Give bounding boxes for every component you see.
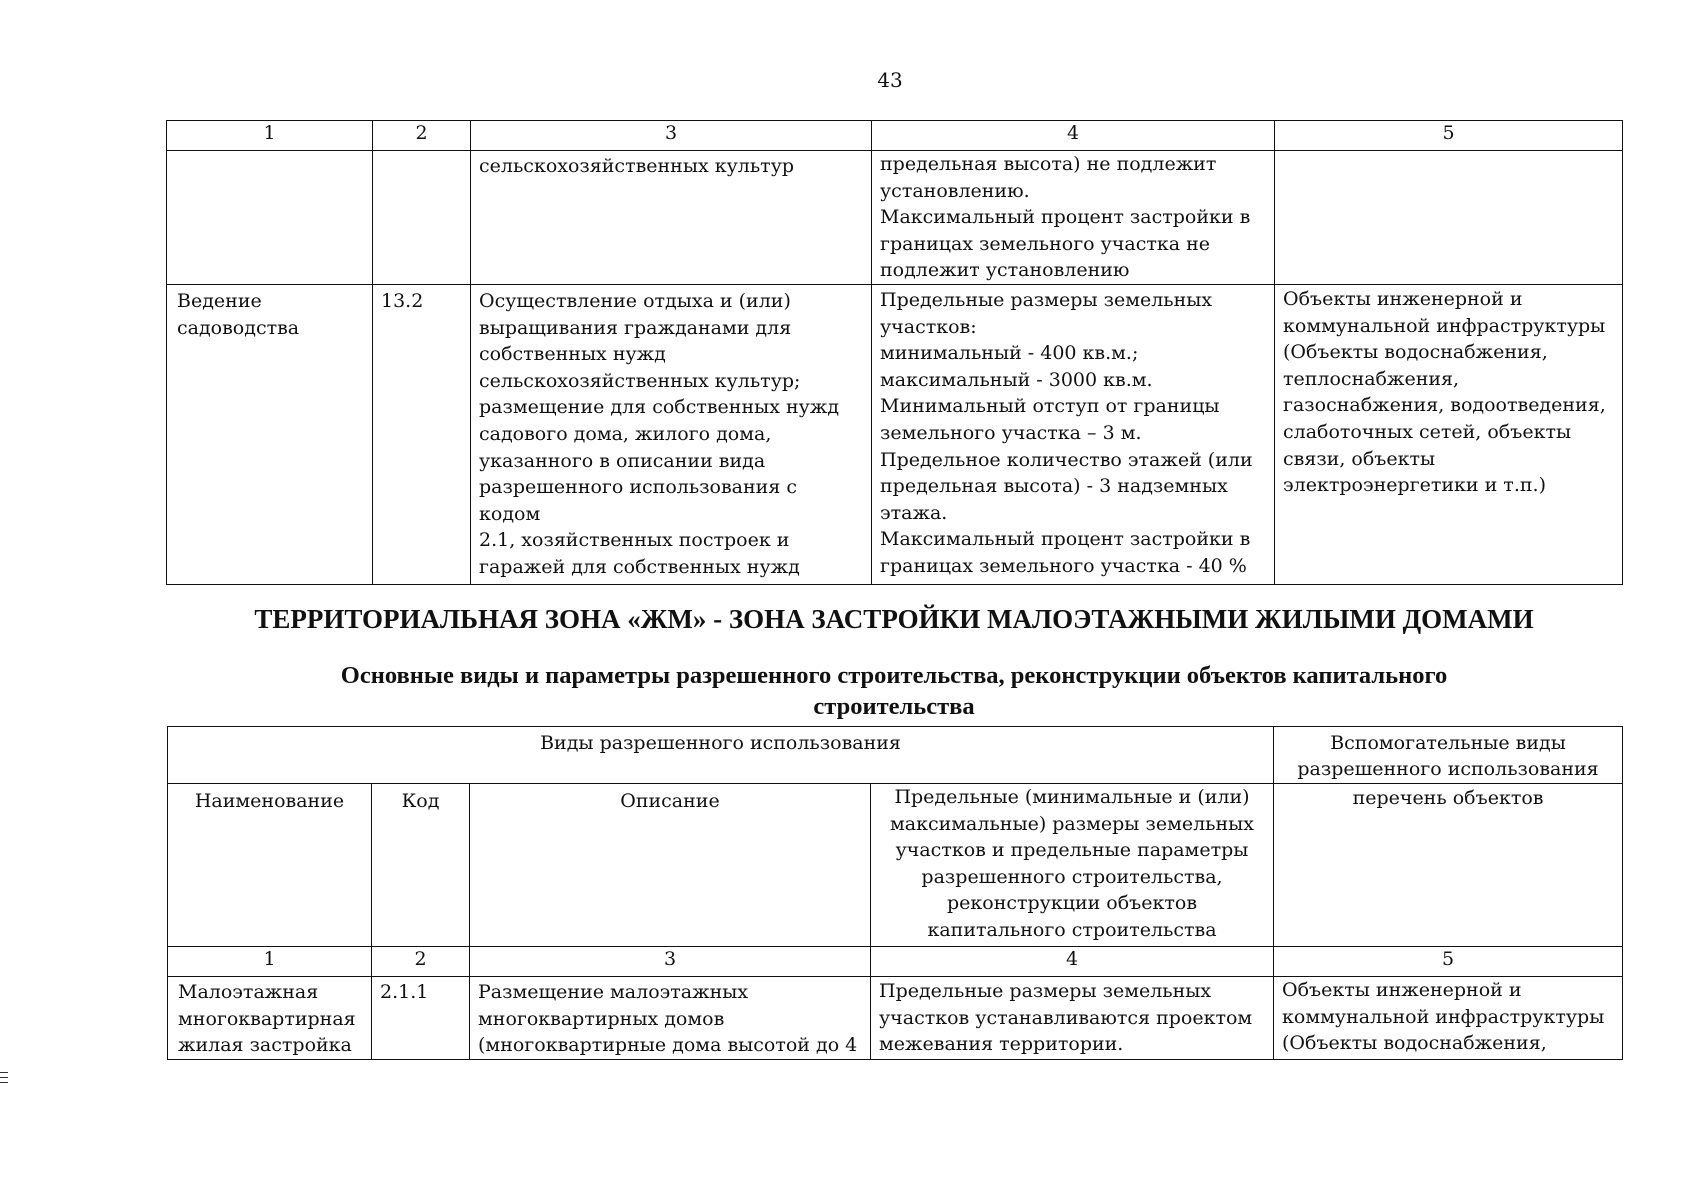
cell-code: 2.1.1 (372, 977, 470, 1060)
header-permitted-uses: Виды разрешенного использования (168, 727, 1274, 784)
column-number-1: 1 (167, 121, 373, 151)
header-description: Описание (470, 784, 871, 947)
header-name: Наименование (168, 784, 372, 947)
column-number-row (167, 121, 1623, 151)
header-group-row (168, 727, 1623, 784)
column-number-1: 1 (168, 947, 372, 977)
header-parameters: Предельные (минимальные и (или) максимальные) размеры земельных участков и предельные параметры разрешенного строительства, реконструкции объектов капитального строительства (871, 784, 1274, 947)
column-number-2: 2 (373, 121, 471, 151)
header-object-list: перечень объектов (1274, 784, 1623, 947)
cell-auxiliary: Объекты инженерной и коммунальной инфраструктуры (Объекты водоснабжения, теплоснабжения, газоснабжения, водоотведения, слаботочных сетей, объекты связи, объекты электроэнергетики и т.п.) (1275, 285, 1623, 585)
scan-edge-mark (0, 1072, 8, 1083)
cell-name: Малоэтажная многоквартирная жилая застройка (168, 977, 372, 1060)
page-number: 43 (877, 68, 903, 92)
column-number-5: 5 (1274, 947, 1623, 977)
land-use-table-continued (166, 120, 1623, 585)
cell-parameters: Предельные размеры земельных участков устанавливаются проектом межевания территории. (871, 977, 1274, 1060)
column-number-5: 5 (1275, 121, 1623, 151)
zone-heading: ТЕРРИТОРИАЛЬНАЯ ЗОНА «ЖМ» - ЗОНА ЗАСТРОЙКИ МАЛОЭТАЖНЫМИ ЖИЛЫМИ ДОМАМИ (254, 604, 1534, 634)
column-number-2: 2 (372, 947, 470, 977)
section-subheading: Основные виды и параметры разрешенного строительства, реконструкции объектов капитального строительства (340, 662, 1448, 720)
column-number-4: 4 (871, 947, 1274, 977)
table-row (167, 285, 1623, 585)
header-columns-row (168, 784, 1623, 947)
land-use-table-zm (167, 726, 1623, 1060)
table-row (167, 151, 1623, 285)
cell-description: Размещение малоэтажных многоквартирных домов (многоквартирные дома высотой до 4 (470, 977, 871, 1060)
column-number-row (168, 947, 1623, 977)
column-number-3: 3 (471, 121, 872, 151)
header-auxiliary-uses: Вспомогательные виды разрешенного использования (1274, 727, 1623, 784)
cell-code: 13.2 (373, 285, 471, 585)
cell-name (167, 151, 373, 285)
column-number-3: 3 (470, 947, 871, 977)
cell-description: сельскохозяйственных культур (471, 151, 872, 285)
header-code: Код (372, 784, 470, 947)
cell-parameters: Предельные размеры земельных участков: минимальный - 400 кв.м.; максимальный - 3000 кв.м. Минимальный отступ от границы земельного участка – 3 м. Предельное количество этажей (или предельная высота) - 3 надземных этажа. Максимальный процент застройки в границах земельного участка - 40 % (872, 285, 1275, 585)
table-row (168, 977, 1623, 1060)
cell-auxiliary (1275, 151, 1623, 285)
cell-auxiliary: Объекты инженерной и коммунальной инфраструктуры (Объекты водоснабжения, (1274, 977, 1623, 1060)
cell-description: Осуществление отдыха и (или) выращивания гражданами для собственных нужд сельскохозяйственных культур; размещение для собственных нужд садового дома, жилого дома, указанного в описании вида разрешенного использования с кодом 2.1, хозяйственных построек и гаражей для собственных нужд (471, 285, 872, 585)
cell-parameters: предельная высота) не подлежит установлению. Максимальный процент застройки в границах земельного участка не подлежит установлению (872, 151, 1275, 285)
cell-code (373, 151, 471, 285)
column-number-4: 4 (872, 121, 1275, 151)
cell-name: Ведение садоводства (167, 285, 373, 585)
